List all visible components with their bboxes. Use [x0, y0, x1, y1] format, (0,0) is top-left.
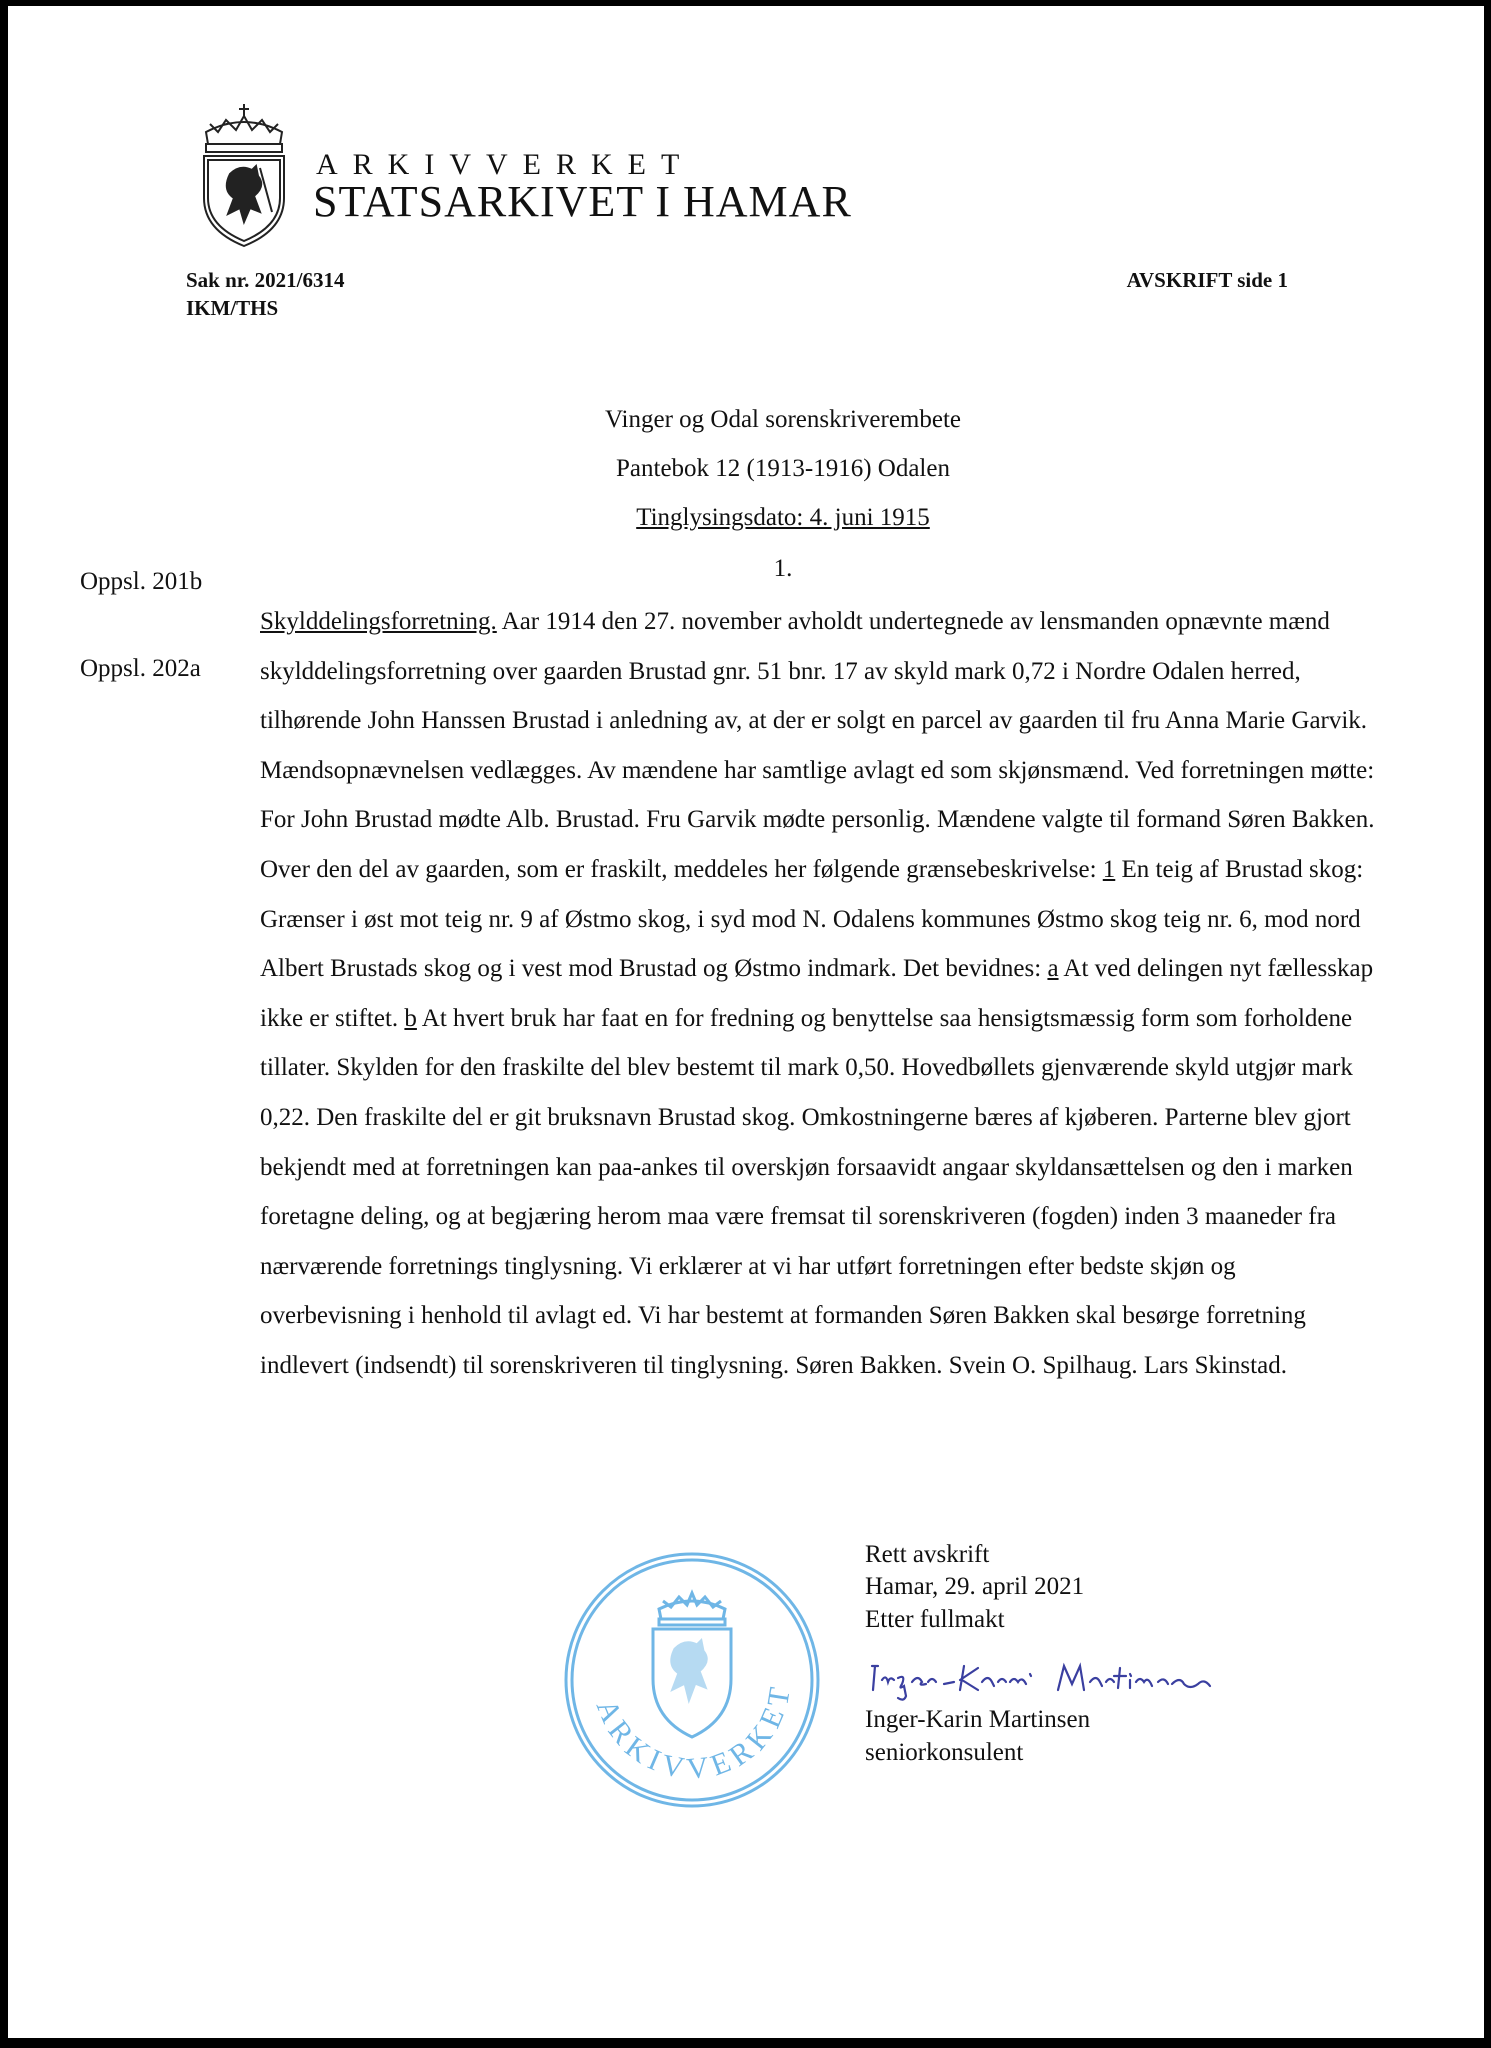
org-name-main: STATSARKIVET I HAMAR	[313, 177, 852, 226]
entry-number: 1.	[773, 555, 793, 582]
archive-seal-stamp	[561, 1549, 823, 1811]
attestation-authority: Etter fullmakt	[865, 1606, 1005, 1633]
registration-date: Tinglysingsdato: 4. juni 1915	[636, 504, 930, 531]
signer-role: seniorkonsulent	[865, 1739, 1024, 1766]
margin-reference: Oppsl. 201b	[80, 568, 203, 595]
seal-text: ARKIVVERKET	[589, 1679, 798, 1786]
attestation-place-date: Hamar, 29. april 2021	[865, 1573, 1085, 1600]
coat-of-arms-logo	[196, 102, 292, 248]
section-heading: Skylddelingsforretning.	[260, 608, 497, 635]
initials: IKM/THS	[186, 296, 279, 320]
margin-reference: Oppsl. 202a	[80, 655, 201, 682]
book-title: Pantebok 12 (1913-1916) Odalen	[616, 455, 950, 482]
transcript-body: Skylddelingsforretning. Aar 1914 den 27. november avholdt undertegnede av lensmanden opnævnte mænd skylddelingsforretning over gaarden Brustad gnr. 51 bnr. 17 av skyld mark 0,72 i Nordre Odalen herred, tilhørende John Hanssen Brustad i anledning av, at der er solgt en parcel av gaarden til fru Anna Marie Garvik. Mændsopnævnelsen vedlægges. Av mændene har samtlige avlagt ed som skjønsmænd. Ved forretningen møtte: For John Brustad mødte Alb. Brustad. Fru Garvik mødte personlig. Mændene valgte til formand Søren Bakken. Over den del av gaarden, som er fraskilt, meddeles her følgende grænsebeskrivelse: 1 En teig af Brustad skog: Grænser i øst mot teig nr. 9 af Østmo skog, i syd mod N. Odalens kommunes Østmo skog teig nr. 6, mod nord Albert Brustads skog og i vest mod Brustad og Østmo indmark. Det bevidnes: a At ved delingen nyt fællesskap ikke er stiftet. b At hvert bruk har faat en for fredning og benyttelse saa hensigtsmæssig form som forholdene tillater. Skylden for den fraskilte del blev bestemt til mark 0,50. Hovedbøllets gjenværende skyld utgjør mark 0,22. Den fraskilte del er git bruksnavn Brustad skog. Omkostningerne bæres af kjøberen. Parterne blev gjort bekjendt med at forretningen kan paa-ankes til overskjøn forsaavidt angaar skyldansættelsen og den i marken foretagne deling, og at begjæring herom maa være fremsat til sorenskriveren (fogden) inden 3 maaneder fra nærværende forretnings tinglysning. Vi erklærer at vi har utført forretningen efter bedste skjøn og overbevisning i henhold til avlagt ed. Vi har bestemt at formanden Søren Bakken skal besørge forretning indlevert (indsendt) til sorenskriveren til tinglysning. Søren Bakken. Svein O. Spilhaug. Lars Skinstad.	[260, 608, 1375, 1379]
document-page	[8, 6, 1484, 2038]
copy-page-label: AVSKRIFT side 1	[1126, 268, 1288, 292]
item-marker: b	[404, 1004, 417, 1032]
item-marker: 1	[1102, 855, 1116, 883]
signer-name: Inger-Karin Martinsen	[865, 1706, 1091, 1733]
case-number: Sak nr. 2021/6314	[186, 268, 345, 292]
org-name-top: ARKIVVERKET	[316, 148, 695, 181]
handwritten-signature	[868, 1656, 1228, 1706]
svg-text:ARKIVVERKET	[590, 1679, 798, 1785]
attestation-line: Rett avskrift	[865, 1541, 990, 1568]
item-marker: a	[1047, 955, 1059, 983]
office-title: Vinger og Odal sorenskriverembete	[604, 406, 962, 433]
